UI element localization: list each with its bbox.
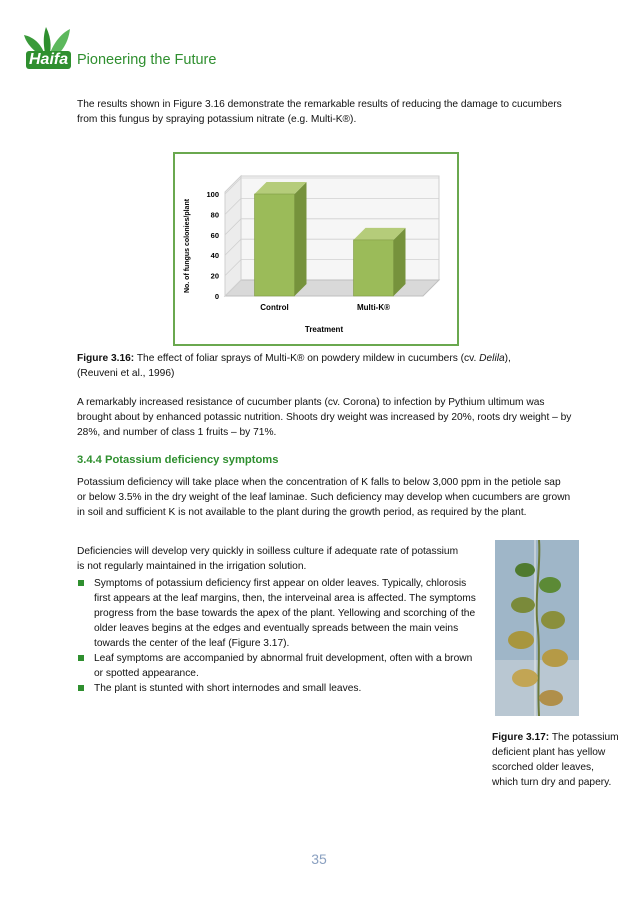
figure-3-16-close: ), — [504, 353, 511, 364]
y-tick-label: 80 — [210, 210, 219, 220]
list-item: Leaf symptoms are accompanied by abnormal fruit development, often with a brown or spotted appearance. — [77, 651, 477, 681]
x-tick-label: Multi-K® — [357, 303, 390, 312]
figure-3-17-label: Figure 3.17: — [492, 732, 550, 743]
x-tick-label: Control — [260, 303, 289, 312]
page-number: 35 — [311, 851, 327, 867]
section-heading — [77, 454, 278, 466]
y-tick-label: 60 — [210, 230, 219, 240]
list-item: Symptoms of potassium deficiency first appear on older leaves. Typically, chlorosis first appears at the leaf margins, then, the interveinal area is affected. The symptoms progress from the base towards the apex of the plant. Yellowing and scorching of the older leaves begins at the edges and eventually spreads between the main veins towards the center of the leaf (Figure 3.17). — [77, 576, 477, 651]
y-axis-label: No. of fungus colonies/plant — [184, 198, 191, 294]
symptom-bullet-list — [77, 576, 477, 696]
soilless-paragraph: Deficiencies will develop very quickly in soilless culture if adequate rate of potassium is not regularly maintained in the irrigation solution. — [77, 546, 459, 572]
chart-side-wall — [225, 176, 241, 296]
figure-3-16-source: (Reuveni et al., 1996) — [77, 368, 175, 379]
bar — [255, 194, 295, 296]
y-tick-label: 0 — [214, 292, 219, 301]
brand-logo-text: Haifa — [26, 51, 71, 69]
x-axis-label: Treatment — [304, 325, 344, 334]
chart-frame — [173, 152, 459, 346]
figure-3-16-text: The effect of foliar sprays of Multi-K® on powdery mildew in cucumbers (cv. — [134, 353, 480, 364]
deficiency-paragraph: Potassium deficiency will take place when the concentration of K falls to below 3,000 ppm in the petiole sap or below 3.5% in the dry weight of the leaf laminae. Such deficiency may develop when cucumbers are grown in soil and sufficient K is not available to the plant during the growth period, as required by the plant. — [77, 477, 571, 518]
y-tick-label: 100 — [206, 190, 219, 199]
bar-side — [394, 228, 406, 296]
list-item: The plant is stunted with short internodes and small leaves. — [77, 681, 477, 696]
y-tick-label: 20 — [210, 271, 219, 281]
figure-3-17-caption — [492, 730, 622, 790]
figure-3-17-text: The potassium deficient plant has yellow scorched older leaves, which turn dry and papery. — [492, 732, 619, 788]
cucumber-plant-photo — [495, 540, 579, 716]
bar — [354, 240, 394, 296]
pythium-paragraph: A remarkably increased resistance of cucumber plants (cv. Corona) to infection by Pythium ultimum was brought about by enhanced potassic nutrition. Shoots dry weight was increased by 20%, roots dry weight – by 28%, and number of class 1 fruits – by 71%. — [77, 397, 572, 438]
section-title: Potassium deficiency symptoms — [105, 454, 279, 466]
bar-side — [295, 182, 307, 296]
y-tick-label: 40 — [210, 251, 219, 261]
section-number: 3.4.4 — [77, 454, 102, 466]
intro-paragraph: The results shown in Figure 3.16 demonstrate the remarkable results of reducing the damage to cucumbers from this fungus by spraying potassium nitrate (e.g. Multi-K®). — [77, 99, 562, 125]
figure-3-16-caption — [77, 351, 572, 381]
bar-chart — [175, 154, 457, 344]
header-tagline: Pioneering the Future — [77, 52, 217, 68]
figure-3-16-label: Figure 3.16: — [77, 353, 135, 364]
figure-3-16-cultivar: Delila — [479, 353, 505, 364]
